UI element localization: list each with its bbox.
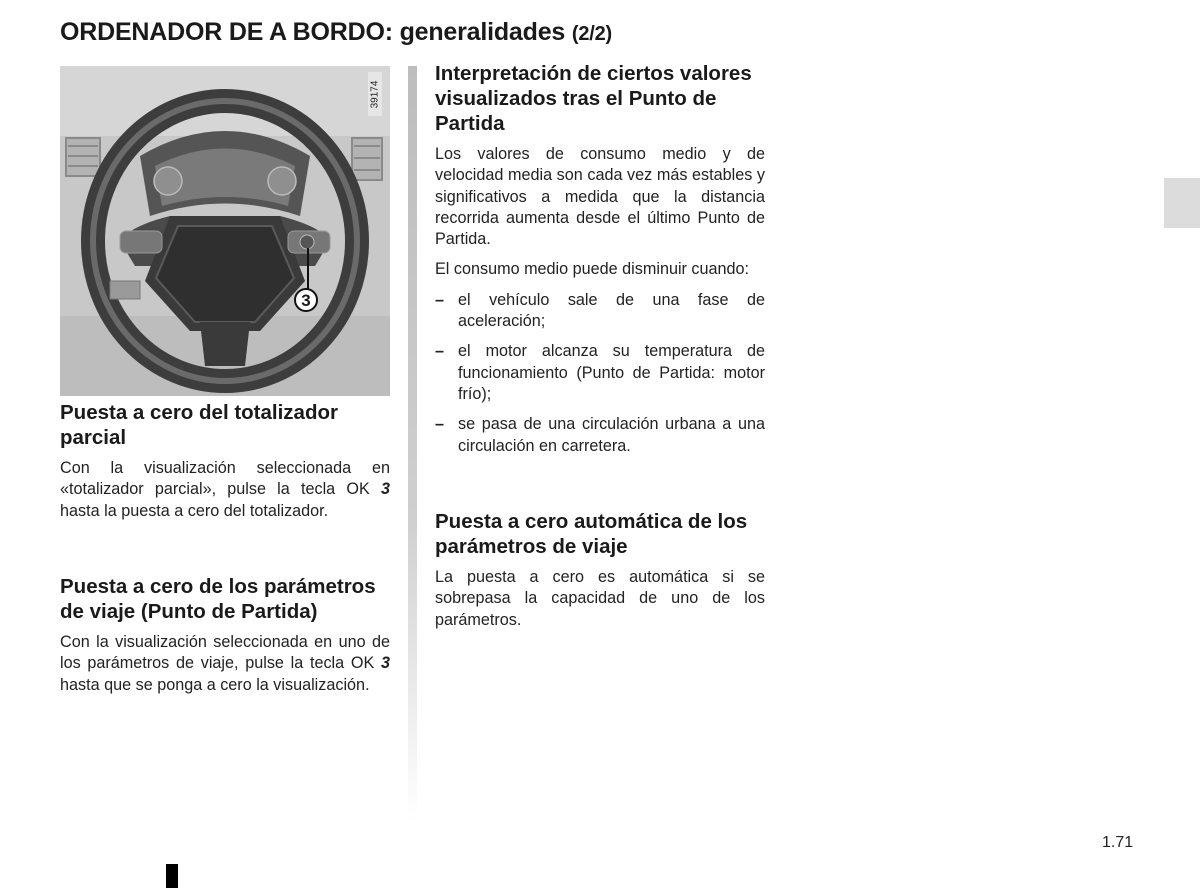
crop-mark bbox=[166, 864, 178, 888]
list-item-text: se pasa de una circulación urbana a una circulación en carretera. bbox=[458, 415, 765, 455]
figure-code-label bbox=[368, 72, 382, 116]
section-body bbox=[60, 458, 390, 522]
section-heading: Puesta a cero de los parámetros de viaje (Punto de Partida) bbox=[60, 575, 376, 623]
page-number: 1.71 bbox=[1102, 834, 1134, 851]
section-heading: Puesta a cero automática de los parámetros de viaje bbox=[435, 510, 748, 558]
section-body: El consumo medio puede disminuir cuando: bbox=[435, 260, 750, 279]
section-auto-reset bbox=[435, 509, 765, 631]
dash-marker: – bbox=[435, 342, 445, 361]
page-title bbox=[60, 18, 612, 47]
steering-wheel-drawing bbox=[60, 66, 390, 396]
section-body: Los valores de consumo medio y de velocidad media son cada vez más estables y significativos a medida que la distancia recorrida aumenta desde el último Punto de Partida. bbox=[435, 145, 765, 249]
dash-marker: – bbox=[435, 415, 445, 434]
vent-right-icon bbox=[352, 138, 382, 180]
key-reference: 3 bbox=[380, 480, 390, 499]
vent-left-icon bbox=[66, 138, 100, 176]
body-text: Con la visualización seleccionada en uno de los parámetros de viaje, pulse la tecla OK bbox=[60, 633, 390, 673]
column-divider bbox=[408, 66, 417, 820]
body-text: Con la visualización seleccionada en «totalizador parcial», pulse la tecla OK bbox=[60, 459, 390, 499]
section-heading: Interpretación de ciertos valores visualizados tras el Punto de Partida bbox=[435, 62, 752, 135]
section-trip-reset bbox=[60, 400, 390, 522]
page-title-main: ORDENADOR DE A BORDO: generalidades bbox=[60, 18, 566, 46]
section-body: La puesta a cero es automática si se sobrepasa la capacidad de uno de los parámetros. bbox=[435, 568, 765, 629]
section-trip-params-reset bbox=[60, 574, 390, 696]
section-body bbox=[60, 632, 390, 696]
figure-code-text: 39174 bbox=[369, 80, 381, 108]
body-text: hasta que se ponga a cero la visualización. bbox=[60, 675, 370, 694]
list-item bbox=[435, 341, 765, 405]
page-title-part: (2/2) bbox=[571, 23, 612, 45]
list-item bbox=[435, 290, 765, 333]
callout-ok-key: 3 bbox=[294, 288, 318, 312]
key-reference: 3 bbox=[380, 654, 390, 673]
chapter-tab bbox=[1164, 178, 1200, 228]
list-item bbox=[435, 414, 765, 457]
dash-marker: – bbox=[435, 290, 445, 309]
steering-wheel-illustration bbox=[60, 66, 390, 396]
condition-list bbox=[435, 290, 765, 457]
section-interpretation bbox=[435, 61, 765, 466]
list-item-text: el motor alcanza su temperatura de funcionamiento (Punto de Partida: motor frío); bbox=[458, 342, 765, 403]
section-heading: Puesta a cero del totalizador parcial bbox=[60, 401, 338, 449]
body-text: hasta la puesta a cero del totalizador. bbox=[60, 501, 329, 520]
list-item-text: el vehículo sale de una fase de aceleración; bbox=[458, 290, 765, 331]
